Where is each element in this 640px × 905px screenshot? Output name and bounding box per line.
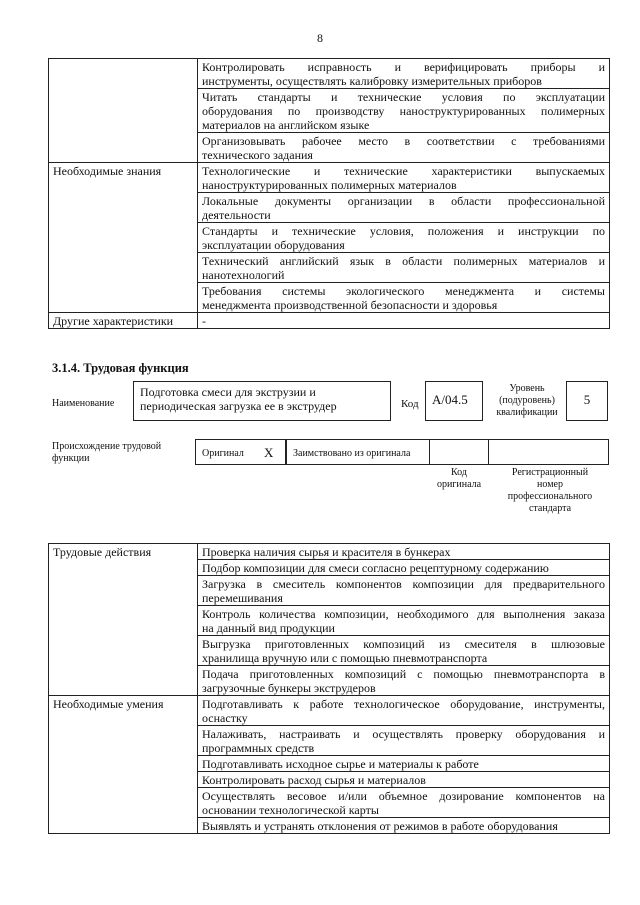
content-line: Читать стандарты и технические условия по эксплуатации	[202, 90, 605, 104]
content-line: Проверка наличия сырья и красителя в бункерах	[202, 545, 451, 559]
content-line: нанотехнологий	[202, 268, 285, 282]
content-line: эксплуатации оборудования	[202, 238, 345, 252]
content-line: инструменты, осуществлять калибровку измерительных приборов	[202, 74, 542, 88]
registration-number-cell	[488, 439, 609, 465]
level-label	[491, 383, 563, 419]
content-line: Технологические и технические характеристики выпускаемых	[202, 164, 605, 178]
content-line: хранилища вручную или с помощью пневмотранспорта	[202, 651, 488, 665]
content-line: Выгрузка приготовленных композиций из смесителя в шлюзовые	[202, 637, 605, 651]
origin-label-line: Происхождение трудовой	[52, 441, 162, 452]
code-caption-line: оригинала	[436, 479, 482, 490]
content-line: программных средств	[202, 741, 315, 755]
content-line: Требования системы экологического менеджмента и системы	[202, 284, 605, 298]
row-content	[198, 223, 610, 253]
content-line: оснастку	[202, 711, 248, 725]
content-line: менеджмента производственной безопасности и здоровья	[202, 298, 498, 312]
code-label: Код	[401, 398, 419, 410]
row-content	[198, 59, 610, 89]
row-content	[198, 726, 610, 756]
level-value-box	[566, 381, 608, 421]
reg-caption-line: профессионального	[507, 491, 593, 502]
borrowed-label: Заимствовано из оригинала	[293, 448, 411, 459]
row-content	[198, 696, 610, 726]
content-line: Локальные документы организации в области профессиональной	[202, 194, 605, 208]
name-label: Наименование	[52, 398, 115, 409]
content-line: Контроль количества композиции, необходимого для выполнения заказа	[202, 607, 605, 621]
content-line: Подготавливать к работе технологическое оборудование, инструменты,	[202, 697, 605, 711]
content-line: Контролировать исправность и верифицировать приборы и	[202, 60, 605, 74]
row-header	[49, 59, 198, 163]
reg-caption-line: Регистрационный	[511, 467, 589, 478]
labor-actions-table	[48, 543, 610, 834]
original-mark: X	[264, 445, 274, 460]
row-content	[198, 283, 610, 313]
content-line: Налаживать, настраивать и осуществлять проверку оборудования и	[202, 727, 605, 741]
content-line: Технический английский язык в области полимерных материалов и	[202, 254, 605, 268]
row-content	[198, 788, 610, 818]
row-content	[198, 818, 610, 834]
content-line: на данный вид продукции	[202, 621, 335, 635]
content-line: перемешивания	[202, 591, 283, 605]
row-content	[198, 193, 610, 223]
level-label-line: квалификации	[496, 407, 558, 418]
row-content	[198, 133, 610, 163]
page-number: 8	[317, 31, 323, 45]
level-value: 5	[583, 392, 591, 407]
row-content	[198, 253, 610, 283]
row-content	[198, 163, 610, 193]
content-line: Подготавливать исходное сырье и материалы к работе	[202, 757, 479, 771]
content-line: Организовывать рабочее место в соответствии с требованиями	[202, 134, 605, 148]
content-line: деятельности	[202, 208, 271, 222]
content-line: загрузочные бункеры экструдеров	[202, 681, 376, 695]
code-caption	[429, 467, 489, 491]
table-row	[49, 163, 610, 193]
borrowed-option	[286, 439, 430, 465]
row-content	[198, 772, 610, 788]
table-row	[49, 59, 610, 89]
table-row	[49, 696, 610, 726]
original-mark-cell	[258, 439, 286, 465]
registration-caption	[494, 467, 606, 515]
original-option	[195, 439, 259, 465]
row-content	[198, 666, 610, 696]
section-title: 3.1.4. Трудовая функция	[52, 361, 189, 375]
original-code-cell	[429, 439, 489, 465]
original-label: Оригинал	[202, 448, 244, 459]
row-header: Другие характеристики	[49, 313, 198, 329]
competency-table-continued	[48, 58, 610, 329]
content-line: технического задания	[202, 148, 313, 162]
content-line: Выявлять и устранять отклонения от режимов в работе оборудования	[202, 819, 558, 833]
row-header: Необходимые знания	[49, 163, 198, 313]
function-name-line: Подготовка смеси для экструзии и	[140, 385, 316, 399]
function-name-line: периодическая загрузка ее в экструдер	[140, 399, 337, 413]
content-line: Загрузка в смеситель компонентов композиции для предварительного	[202, 577, 605, 591]
row-content	[198, 560, 610, 576]
table-row	[49, 544, 610, 560]
content-line: наноструктурированных полимерных материалов	[202, 178, 457, 192]
table-row	[49, 313, 610, 329]
origin-label	[52, 441, 161, 465]
row-content	[198, 636, 610, 666]
content-line: основании технологической карты	[202, 803, 379, 817]
content-line: Стандарты и технические условия, положения и инструкции по	[202, 224, 605, 238]
function-code-value: A/04.5	[432, 392, 468, 407]
content-line: Подача приготовленных композиций с помощью пневмотранспорта в	[202, 667, 605, 681]
row-header: Необходимые умения	[49, 696, 198, 834]
row-content	[198, 756, 610, 772]
content-line: материалов на английском языке	[202, 118, 370, 132]
row-content	[198, 544, 610, 560]
row-content	[198, 89, 610, 133]
row-content	[198, 313, 610, 329]
code-caption-line: Код	[451, 467, 467, 478]
row-content	[198, 606, 610, 636]
row-content	[198, 576, 610, 606]
content-line: Подбор композиции для смеси согласно рецептурному содержанию	[202, 561, 549, 575]
reg-caption-line: стандарта	[528, 503, 572, 514]
row-header: Трудовые действия	[49, 544, 198, 696]
content-line: Осуществлять весовое и/или объемное дозирование компонентов на	[202, 789, 605, 803]
content-line: Контролировать расход сырья и материалов	[202, 773, 426, 787]
level-label-line: (подуровень)	[499, 395, 555, 406]
content-line: оборудования по производству наноструктурированных полимерных	[202, 104, 605, 118]
content-line: -	[202, 314, 206, 328]
origin-label-line: функции	[52, 453, 90, 464]
function-code-box	[425, 381, 483, 421]
function-name-box	[133, 381, 391, 421]
level-label-line: Уровень	[509, 383, 545, 394]
reg-caption-line: номер	[537, 479, 563, 490]
